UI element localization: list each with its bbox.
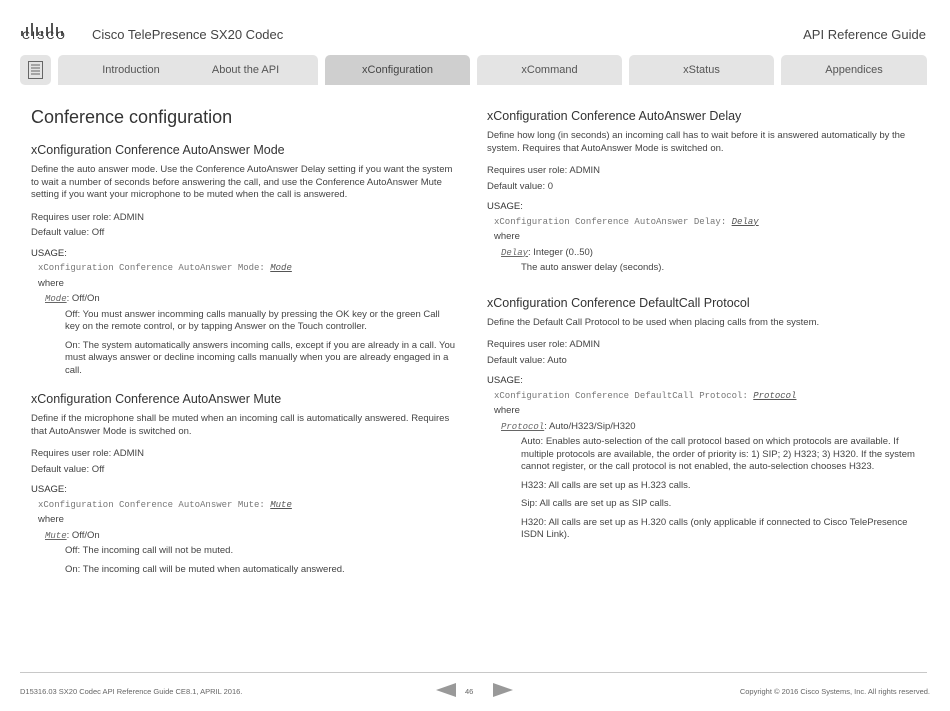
- usage-command: xConfiguration Conference AutoAnswer Mode: Mode: [38, 263, 292, 273]
- value-description: On: The incoming call will be muted when automatically answered.: [65, 563, 345, 575]
- document-id: D15316.03 SX20 Codec API Reference Guide CE8.1, APRIL 2016.: [20, 687, 243, 696]
- usage-parameter: Mute: [270, 499, 292, 510]
- parameter-name: Mute: [45, 530, 67, 541]
- section-description: Define how long (in seconds) an incoming call has to wait before it is answered automatically by the system. Requires that AutoAnswer Mode is switched on.: [487, 130, 906, 154]
- user-role: Requires user role: ADMIN: [487, 165, 600, 176]
- value-description: H320: All calls are set up as H.320 calls (only applicable if connected to Cisco TelePresence ISDN Link).: [521, 516, 908, 540]
- section-heading: xConfiguration Conference AutoAnswer Mode: [31, 143, 285, 157]
- parameter-name: Protocol: [501, 421, 545, 432]
- parameter-definition: [501, 247, 922, 260]
- default-value: Default value: Off: [31, 463, 105, 475]
- usage-command: xConfiguration Conference AutoAnswer Delay: Delay: [494, 216, 759, 227]
- copyright: Copyright © 2016 Cisco Systems, Inc. All rights reserved.: [739, 687, 930, 696]
- default-value: Default value: Auto: [487, 354, 567, 366]
- section-defaultcall-protocol: [487, 295, 922, 542]
- right-column: [487, 108, 922, 556]
- section-heading: xConfiguration Conference AutoAnswer Delay: [487, 109, 742, 123]
- value-description: Off: The incoming call will not be muted.: [65, 545, 234, 556]
- usage-parameter: Mode: [270, 263, 292, 273]
- user-role: Requires user role: ADMIN: [31, 448, 144, 459]
- parameter-name: Mode: [45, 294, 67, 304]
- usage-label: USAGE:: [487, 375, 523, 386]
- usage-label: USAGE:: [31, 484, 67, 495]
- usage-command: xConfiguration Conference AutoAnswer Mute: Mute: [38, 499, 292, 510]
- where-label: where: [494, 405, 520, 416]
- guide-title: API Reference Guide: [803, 27, 926, 42]
- section-description: Define the auto answer mode. Use the Conference AutoAnswer Delay setting if you want the system to wait a number of seconds before answering the call, and use the Conference AutoAnswer Mute setting if you want your microphone to be muted when the call is answered.: [31, 164, 453, 200]
- usage-label: USAGE:: [31, 247, 67, 259]
- parameter-name: Delay: [501, 247, 529, 258]
- parameter-values: : Off/On: [66, 529, 100, 541]
- section-autoanswer-delay: [487, 108, 922, 275]
- left-column: [31, 106, 456, 590]
- usage-label: USAGE:: [487, 201, 523, 212]
- usage-command: xConfiguration Conference DefaultCall Protocol: Protocol: [494, 390, 797, 401]
- previous-page-arrow-icon[interactable]: [436, 683, 456, 697]
- page-number: 46: [465, 687, 474, 696]
- footer-divider: [20, 672, 927, 673]
- tab-xcommand[interactable]: xCommand: [477, 55, 622, 85]
- usage-parameter: Delay: [731, 216, 759, 227]
- document-icon: [28, 61, 43, 79]
- parameter-definition: [501, 421, 922, 434]
- page-title: Conference configuration: [31, 107, 233, 127]
- parameter-definition: [45, 293, 456, 306]
- section-autoanswer-mode: [31, 142, 456, 377]
- tab-appendices[interactable]: Appendices: [781, 55, 927, 85]
- user-role: Requires user role: ADMIN: [31, 211, 144, 223]
- parameter-values: : Off/On: [66, 293, 100, 304]
- section-description: Define if the microphone shall be muted when an incoming call is automatically answered. Requires that AutoAnswer Mode is switched on.: [31, 413, 450, 437]
- value-description: Auto: Enables auto-selection of the call protocol based on which protocols are available. If multiple protocols are available, the order of priority is: 1) SIP; 2) H323; 3) H320. If the system cannot register, or the call protocol is not enabled, the auto-selection chooses H323.: [521, 436, 915, 472]
- section-heading: xConfiguration Conference AutoAnswer Mute: [31, 392, 282, 406]
- parameter-values: : Integer (0..50): [528, 246, 593, 258]
- tab-about-the-api[interactable]: About the API: [173, 55, 318, 85]
- usage-parameter: Protocol: [753, 390, 797, 401]
- section-description: Define the Default Call Protocol to be used when placing calls from the system.: [487, 316, 820, 328]
- product-title: Cisco TelePresence SX20 Codec: [92, 27, 284, 42]
- logo-wordmark: CISCO: [22, 30, 67, 42]
- top-navigation: [20, 55, 927, 85]
- value-description: Sip: All calls are set up as SIP calls.: [521, 498, 672, 509]
- tab-xconfiguration[interactable]: xConfiguration: [325, 55, 470, 85]
- parameter-definition: [45, 530, 456, 543]
- value-description: Off: You must answer incomming calls manually by pressing the OK key or the green Call key on the remote control, or by tapping Answer on the Touch controller.: [65, 308, 440, 332]
- menu-button[interactable]: [20, 55, 51, 85]
- value-description: On: The system automatically answers incoming calls, except if you are already in a call. You must always answer or decline incoming calls manually when you are already engaged in a call.: [65, 339, 456, 376]
- where-label: where: [38, 277, 64, 289]
- default-value: Default value: Off: [31, 227, 105, 238]
- default-value: Default value: 0: [487, 180, 554, 192]
- tab-introduction[interactable]: Introduction: [58, 55, 204, 85]
- where-label: where: [494, 231, 520, 242]
- tab-xstatus[interactable]: xStatus: [629, 55, 774, 85]
- section-autoanswer-mute: [31, 391, 456, 576]
- next-page-arrow-icon[interactable]: [493, 683, 513, 697]
- user-role: Requires user role: ADMIN: [487, 339, 600, 350]
- where-label: where: [38, 514, 64, 525]
- parameter-values: : Auto/H323/Sip/H320: [544, 420, 636, 432]
- section-heading: xConfiguration Conference DefaultCall Protocol: [487, 295, 750, 310]
- value-description: The auto answer delay (seconds).: [521, 262, 665, 273]
- value-description: H323: All calls are set up as H.323 calls.: [521, 479, 691, 491]
